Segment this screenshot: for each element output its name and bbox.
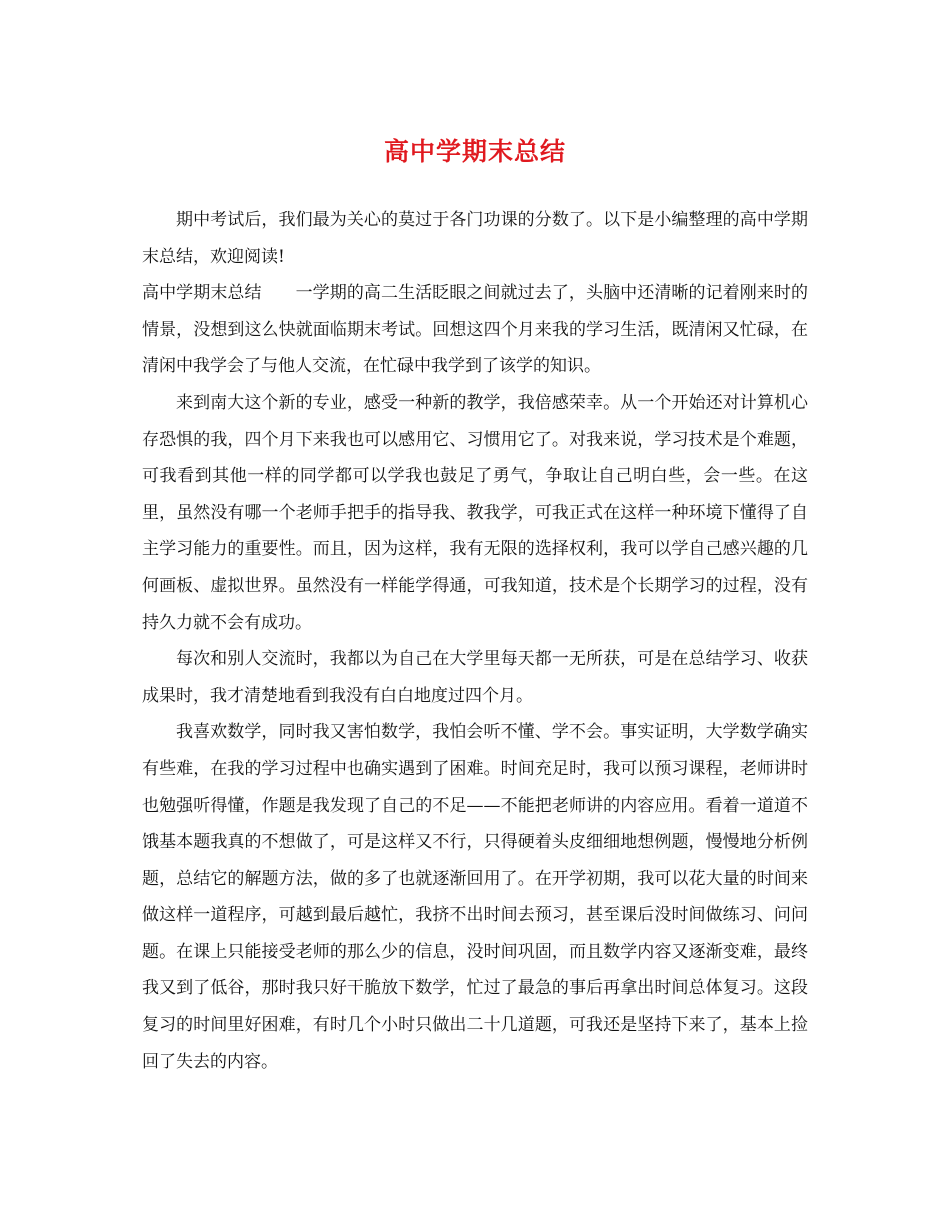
document-body: [142, 202, 808, 1080]
paragraph-mathematics: 我喜欢数学，同时我又害怕数学，我怕会听不懂、学不会。事实证明，大学数学确实有些难，在我的学习过程中也确实遇到了困难。时间充足时，我可以预习课程，老师讲时也勉强听得懂，作题是我发现了自己的不足——不能把老师讲的内容应用。看着一道道不饿基本题我真的不想做了，可是这样又不行，只得硬着头皮细细地想例题，慢慢地分析例题，总结它的解题方法，做的多了也就逐渐回用了。在开学初期，我可以花大量的时间来做这样一道程序，可越到最后越忙，我挤不出时间去预习，甚至课后没时间做练习、问问题。在课上只能接受老师的那么少的信息，没时间巩固，而且数学内容又逐渐变难，最终我又到了低谷，那时我只好干脆放下数学，忙过了最急的事后再拿出时间总体复习。这段复习的时间里好困难，有时几个小时只做出二十几道题，可我还是坚持下来了，基本上捡回了失去的内容。: [142, 722, 808, 1072]
paragraph-summary: [142, 275, 808, 385]
page-title: 高中学期末总结: [383, 137, 566, 166]
paragraph-communication: 每次和别人交流时，我都以为自己在大学里每天都一无所获，可是在总结学习、收获成果时，我才清楚地看到我没有白白地度过四个月。: [142, 649, 808, 706]
inline-section-label: 高中学期末总结: [142, 283, 262, 304]
paragraph-technology: 来到南大这个新的专业，感受一种新的教学，我倍感荣幸。从一个开始还对计算机心存恐惧的我，四个月下来我也可以感用它、习惯用它了。对我来说，学习技术是个难题，可我看到其他一样的同学都可以学我也鼓足了勇气，争取让自己明白些，会一些。在这里，虽然没有哪一个老师手把手的指导我、教我学，可我正式在这样一种环境下懂得了自主学习能力的重要性。而且，因为这样，我有无限的选择权利，我可以学自己感兴趣的几何画板、虚拟世界。虽然没有一样能学得通，可我知道，技术是个长期学习的过程，没有持久力就不会有成功。: [142, 392, 808, 633]
paragraph-intro: 期中考试后，我们最为关心的莫过于各门功课的分数了。以下是小编整理的高中学期末总结，欢迎阅读!: [142, 210, 808, 267]
paragraph-summary-text: 一学期的高二生活眨眼之间就过去了，头脑中还清晰的记着刚来时的情景，没想到这么快就面临期末考试。回想这四个月来我的学习生活，既清闲又忙碌，在清闲中我学会了与他人交流，在忙碌中我学到了该学的知识。: [142, 283, 809, 377]
